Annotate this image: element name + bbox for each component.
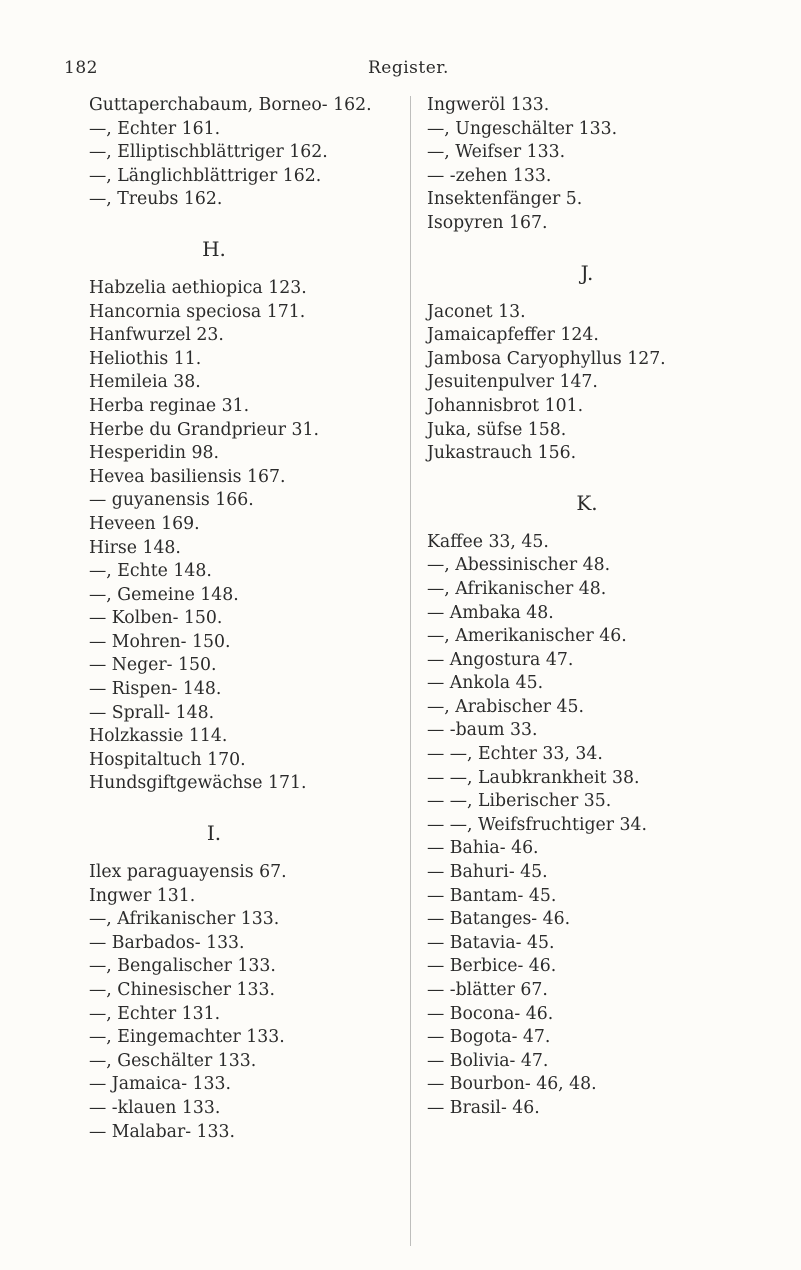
index-entry: — Malabar- 133. <box>89 1121 236 1142</box>
index-entry: Jaconet 13. <box>427 301 526 322</box>
index-entry: Hirse 148. <box>89 537 181 558</box>
index-entry: — Rispen- 148. <box>89 679 222 700</box>
index-column-left <box>89 94 389 1144</box>
index-entry: —, Amerikanischer 46. <box>427 626 627 647</box>
index-entry: Heliothis 11. <box>89 348 202 369</box>
index-entry: — Bahuri- 45. <box>427 862 548 883</box>
running-title: Register. <box>368 58 449 78</box>
index-entry: Jukastrauch 156. <box>427 443 577 464</box>
index-entry: Guttaperchabaum, Borneo- 162. <box>89 95 372 115</box>
index-entry: — Bogota- 47. <box>427 1027 551 1048</box>
section-letter: J. <box>580 260 594 285</box>
index-entry: —, Treubs 162. <box>89 189 223 210</box>
index-entry: Jesuitenpulver 147. <box>427 372 598 393</box>
index-entry: — Mohren- 150. <box>89 631 231 652</box>
index-entry: —, Chinesischer 133. <box>89 980 276 1000</box>
index-entry: Juka, süfse 158. <box>427 419 567 440</box>
index-entry: — Barbados- 133. <box>89 932 245 953</box>
index-entry: Ingwer 131. <box>89 885 196 906</box>
index-entry: Ingweröl 133. <box>427 95 550 115</box>
index-entry: Jamaicapfeffer 124. <box>427 325 599 346</box>
section-letter: I. <box>206 821 222 846</box>
index-entry: Hesperidin 98. <box>89 443 219 464</box>
index-entry: Johannisbrot 101. <box>427 395 584 416</box>
index-entry: —, Abessinischer 48. <box>427 555 611 576</box>
index-entry: —, Geschälter 133. <box>89 1050 257 1071</box>
index-entry: —, Afrikanischer 133. <box>89 909 280 930</box>
index-entry: —, Bengalischer 133. <box>89 956 276 977</box>
index-entry: Habzelia aethiopica 123. <box>89 277 307 298</box>
index-entry: — —, Echter 33, 34. <box>427 744 603 765</box>
index-entry: —, Weifser 133. <box>427 142 566 163</box>
index-entry: Kaffee 33, 45. <box>427 531 549 552</box>
index-entry: Ilex paraguayensis 67. <box>89 862 287 883</box>
index-entry: — Bolivia- 47. <box>427 1050 549 1071</box>
index-entry: — -blätter 67. <box>427 980 548 1000</box>
section-letter: K. <box>576 490 598 515</box>
index-entry: Hemileia 38. <box>89 372 201 393</box>
index-entry: — Jamaica- 133. <box>89 1074 232 1095</box>
index-entry: — Sprall- 148. <box>89 702 215 723</box>
column-divider <box>410 96 411 1246</box>
index-entry: — guyanensis 166. <box>89 490 254 511</box>
index-entry: Hundsgiftgewächse 171. <box>89 773 307 794</box>
index-entry: —, Länglichblättriger 162. <box>89 165 322 186</box>
index-entry: — Berbice- 46. <box>427 956 557 977</box>
index-entry: Herbe du Grandprieur 31. <box>89 419 320 440</box>
index-entry: Insektenfänger 5. <box>427 189 583 210</box>
index-entry: — -baum 33. <box>427 720 538 741</box>
page-header <box>0 54 801 84</box>
index-entry: —, Echte 148. <box>89 561 212 582</box>
index-entry: — Bantam- 45. <box>427 885 557 906</box>
index-entry: — Kolben- 150. <box>89 608 223 629</box>
index-entry: — Bourbon- 46, 48. <box>427 1074 597 1095</box>
index-entry: —, Eingemachter 133. <box>89 1027 285 1048</box>
index-entry: Heveen 169. <box>89 513 200 534</box>
index-entry: Hanfwurzel 23. <box>89 325 224 346</box>
index-entry: Jambosa Caryophyllus 127. <box>427 348 666 369</box>
index-entry: Isopyren 167. <box>427 212 548 233</box>
index-entry: — Bahia- 46. <box>427 838 539 859</box>
index-entry: —, Ungeschälter 133. <box>427 118 618 139</box>
index-entry: —, Elliptischblättriger 162. <box>89 142 328 163</box>
index-entry: —, Echter 131. <box>89 1003 221 1024</box>
index-entry: —, Echter 161. <box>89 118 221 139</box>
index-entry: —, Arabischer 45. <box>427 696 585 717</box>
index-entry: — Ambaka 48. <box>427 602 554 623</box>
index-entry: Hospitaltuch 170. <box>89 749 246 770</box>
index-entry: —, Gemeine 148. <box>89 584 239 605</box>
index-entry: Hancornia speciosa 171. <box>89 301 306 322</box>
index-entry: — Batanges- 46. <box>427 909 571 930</box>
index-entry: — —, Liberischer 35. <box>427 791 612 812</box>
index-entry: Hevea basiliensis 167. <box>89 466 286 487</box>
index-entry: — —, Weifsfruchtiger 34. <box>427 814 648 835</box>
index-entry: — -zehen 133. <box>427 165 552 186</box>
index-entry: Herba reginae 31. <box>89 395 250 416</box>
index-entry: — Neger- 150. <box>89 655 217 676</box>
page-number: 182 <box>64 58 98 78</box>
index-entry: Holzkassie 114. <box>89 726 228 747</box>
index-entry: — Bocona- 46. <box>427 1003 554 1024</box>
index-entry: —, Afrikanischer 48. <box>427 578 607 599</box>
index-entry: — Brasil- 46. <box>427 1097 540 1118</box>
index-entry: — -klauen 133. <box>89 1097 221 1118</box>
index-column-right <box>427 94 787 1121</box>
index-entry: — —, Laubkrankheit 38. <box>427 767 640 788</box>
index-entry: — Batavia- 45. <box>427 932 555 953</box>
index-entry: — Angostura 47. <box>427 649 574 670</box>
section-letter: H. <box>202 236 226 261</box>
index-entry: — Ankola 45. <box>427 673 544 694</box>
